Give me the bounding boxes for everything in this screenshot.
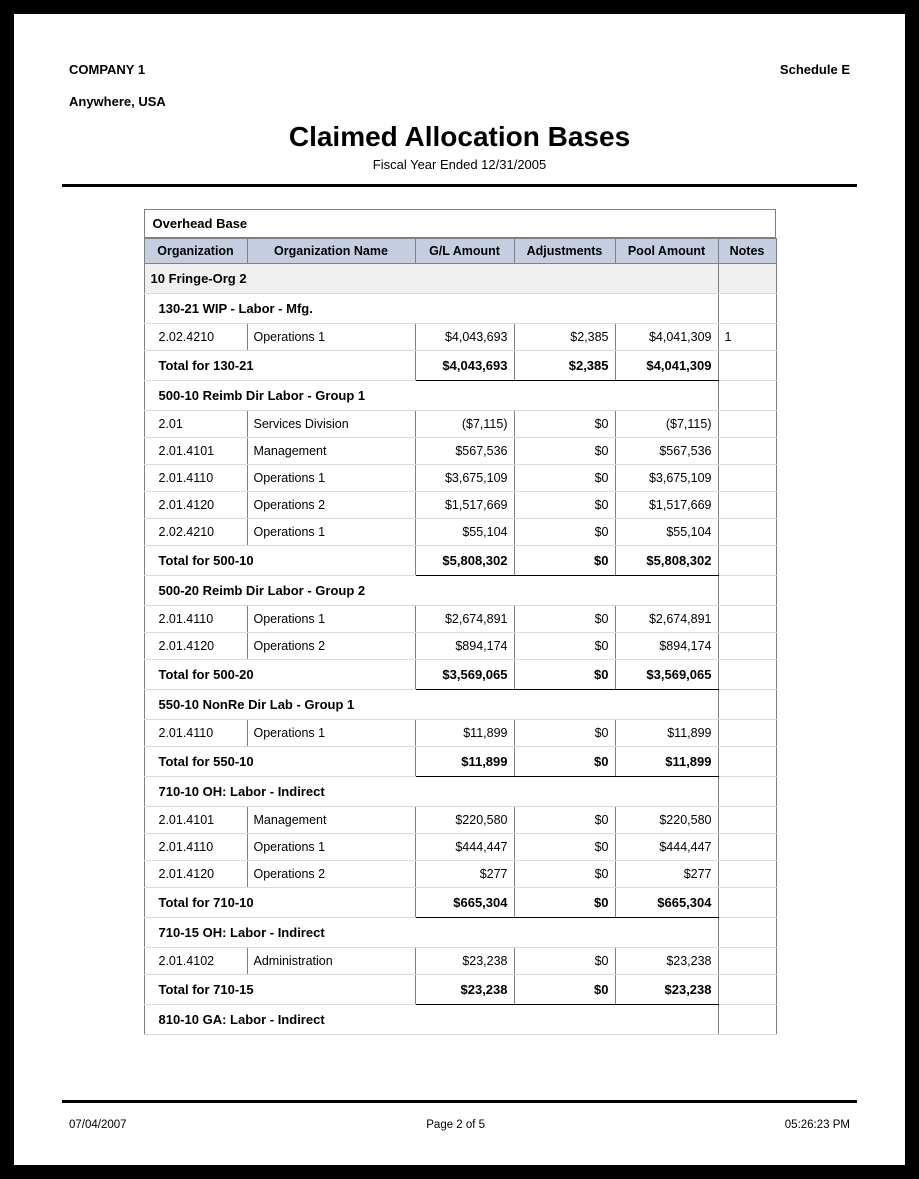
total-adjustments: $0 — [514, 888, 615, 918]
header-divider — [62, 184, 857, 187]
cell-organization: 2.02.4210 — [144, 519, 247, 546]
page-subtitle: Fiscal Year Ended 12/31/2005 — [372, 157, 547, 172]
cell-pool-amount: $220,580 — [615, 807, 718, 834]
table-head — [144, 239, 776, 264]
overhead-base-label: Overhead Base — [144, 209, 776, 238]
cell-pool-amount: $4,041,309 — [615, 324, 718, 351]
cell-gl-amount: $220,580 — [415, 807, 514, 834]
cell-adjustments: $0 — [514, 861, 615, 888]
cell-gl-amount: $444,447 — [415, 834, 514, 861]
column-header-notes: Notes — [718, 239, 776, 264]
company-line — [69, 14, 850, 77]
column-header-organization: Organization — [144, 239, 247, 264]
group-title-row — [144, 294, 776, 324]
cell-notes — [718, 861, 776, 888]
cell-notes — [718, 492, 776, 519]
total-notes — [718, 351, 776, 381]
table-row — [144, 438, 776, 465]
table-row — [144, 834, 776, 861]
cell-organization-name: Operations 1 — [247, 606, 415, 633]
table-row — [144, 948, 776, 975]
total-label: Total for 550-10 — [144, 747, 415, 777]
cell-adjustments: $0 — [514, 438, 615, 465]
total-notes — [718, 975, 776, 1005]
cell-organization-name: Operations 2 — [247, 861, 415, 888]
group-title-row — [144, 381, 776, 411]
total-gl-amount: $3,569,065 — [415, 660, 514, 690]
group-title: 550-10 NonRe Dir Lab - Group 1 — [144, 690, 718, 720]
total-gl-amount: $4,043,693 — [415, 351, 514, 381]
cell-adjustments: $2,385 — [514, 324, 615, 351]
cell-organization: 2.01.4120 — [144, 633, 247, 660]
table-body — [144, 264, 776, 1035]
column-header-pool-amount: Pool Amount — [615, 239, 718, 264]
cell-pool-amount: $11,899 — [615, 720, 718, 747]
group-title-notes — [718, 690, 776, 720]
total-label: Total for 500-10 — [144, 546, 415, 576]
page-footer — [69, 1119, 850, 1131]
cell-gl-amount: $55,104 — [415, 519, 514, 546]
total-pool-amount: $11,899 — [615, 747, 718, 777]
table-row — [144, 861, 776, 888]
report-container — [144, 209, 776, 1035]
column-header-organization-name: Organization Name — [247, 239, 415, 264]
footer-divider — [62, 1100, 857, 1103]
total-adjustments: $0 — [514, 747, 615, 777]
cell-adjustments: $0 — [514, 492, 615, 519]
cell-notes — [718, 948, 776, 975]
footer-page-number: Page 2 of 5 — [426, 1119, 486, 1131]
cell-notes — [718, 633, 776, 660]
total-gl-amount: $665,304 — [415, 888, 514, 918]
table-row — [144, 720, 776, 747]
footer-date: 07/04/2007 — [69, 1119, 127, 1131]
cell-organization-name: Operations 1 — [247, 720, 415, 747]
cell-organization-name: Management — [247, 438, 415, 465]
section-title: 10 Fringe-Org 2 — [144, 264, 718, 294]
cell-pool-amount: ($7,115) — [615, 411, 718, 438]
table-row — [144, 492, 776, 519]
cell-gl-amount: $3,675,109 — [415, 465, 514, 492]
cell-organization: 2.01.4110 — [144, 606, 247, 633]
table-row — [144, 465, 776, 492]
cell-pool-amount: $3,675,109 — [615, 465, 718, 492]
group-title-notes — [718, 777, 776, 807]
cell-notes — [718, 834, 776, 861]
page-header — [14, 14, 905, 172]
cell-adjustments: $0 — [514, 807, 615, 834]
group-title-row — [144, 690, 776, 720]
group-total-row — [144, 546, 776, 576]
group-total-row — [144, 660, 776, 690]
cell-adjustments: $0 — [514, 411, 615, 438]
cell-organization: 2.01.4101 — [144, 438, 247, 465]
cell-adjustments: $0 — [514, 606, 615, 633]
cell-pool-amount: $277 — [615, 861, 718, 888]
group-title-notes — [718, 381, 776, 411]
group-title: 500-20 Reimb Dir Labor - Group 2 — [144, 576, 718, 606]
table-header-row — [144, 239, 776, 264]
allocation-bases-table — [144, 238, 777, 1035]
cell-organization: 2.01.4120 — [144, 492, 247, 519]
cell-gl-amount: $567,536 — [415, 438, 514, 465]
group-total-row — [144, 747, 776, 777]
cell-organization: 2.01.4110 — [144, 834, 247, 861]
cell-organization-name: Services Division — [247, 411, 415, 438]
cell-pool-amount: $1,517,669 — [615, 492, 718, 519]
cell-gl-amount: $277 — [415, 861, 514, 888]
cell-notes — [718, 438, 776, 465]
cell-adjustments: $0 — [514, 519, 615, 546]
total-pool-amount: $3,569,065 — [615, 660, 718, 690]
table-row — [144, 807, 776, 834]
cell-organization-name: Operations 1 — [247, 519, 415, 546]
cell-adjustments: $0 — [514, 948, 615, 975]
group-title-row — [144, 1005, 776, 1035]
section-title-row — [144, 264, 776, 294]
total-adjustments: $0 — [514, 660, 615, 690]
cell-adjustments: $0 — [514, 633, 615, 660]
group-total-row — [144, 888, 776, 918]
footer-time: 05:26:23 PM — [784, 1119, 850, 1131]
group-title: 810-10 GA: Labor - Indirect — [144, 1005, 718, 1035]
total-adjustments: $0 — [514, 975, 615, 1005]
company-location: Anywhere, USA — [69, 94, 166, 109]
group-title: 130-21 WIP - Labor - Mfg. — [144, 294, 718, 324]
cell-pool-amount: $2,674,891 — [615, 606, 718, 633]
total-pool-amount: $5,808,302 — [615, 546, 718, 576]
cell-gl-amount: ($7,115) — [415, 411, 514, 438]
group-title-notes — [718, 1005, 776, 1035]
cell-notes — [718, 606, 776, 633]
report-body — [14, 209, 905, 1035]
cell-gl-amount: $894,174 — [415, 633, 514, 660]
cell-adjustments: $0 — [514, 834, 615, 861]
cell-organization-name: Operations 2 — [247, 633, 415, 660]
cell-notes — [718, 411, 776, 438]
cell-organization: 2.01 — [144, 411, 247, 438]
table-row — [144, 633, 776, 660]
cell-adjustments: $0 — [514, 465, 615, 492]
group-title-row — [144, 777, 776, 807]
cell-pool-amount: $894,174 — [615, 633, 718, 660]
cell-organization: 2.01.4101 — [144, 807, 247, 834]
total-adjustments: $2,385 — [514, 351, 615, 381]
group-title-row — [144, 918, 776, 948]
cell-notes — [718, 720, 776, 747]
schedule-label: Schedule E — [779, 62, 850, 77]
total-adjustments: $0 — [514, 546, 615, 576]
total-gl-amount: $11,899 — [415, 747, 514, 777]
cell-organization: 2.01.4110 — [144, 720, 247, 747]
cell-gl-amount: $1,517,669 — [415, 492, 514, 519]
cell-gl-amount: $11,899 — [415, 720, 514, 747]
total-notes — [718, 888, 776, 918]
cell-pool-amount: $444,447 — [615, 834, 718, 861]
group-title-notes — [718, 918, 776, 948]
group-title: 500-10 Reimb Dir Labor - Group 1 — [144, 381, 718, 411]
total-label: Total for 130-21 — [144, 351, 415, 381]
cell-notes — [718, 807, 776, 834]
total-pool-amount: $23,238 — [615, 975, 718, 1005]
cell-pool-amount: $23,238 — [615, 948, 718, 975]
table-row — [144, 324, 776, 351]
group-title-notes — [718, 576, 776, 606]
cell-organization: 2.02.4210 — [144, 324, 247, 351]
cell-organization: 2.01.4110 — [144, 465, 247, 492]
report-page — [14, 14, 905, 1165]
page-title: Claimed Allocation Bases — [288, 121, 631, 152]
total-pool-amount: $665,304 — [615, 888, 718, 918]
group-total-row — [144, 351, 776, 381]
cell-gl-amount: $4,043,693 — [415, 324, 514, 351]
cell-organization: 2.01.4102 — [144, 948, 247, 975]
total-gl-amount: $5,808,302 — [415, 546, 514, 576]
total-pool-amount: $4,041,309 — [615, 351, 718, 381]
group-title-row — [144, 576, 776, 606]
table-row — [144, 519, 776, 546]
column-header-adjustments: Adjustments — [514, 239, 615, 264]
cell-gl-amount: $2,674,891 — [415, 606, 514, 633]
table-row — [144, 411, 776, 438]
total-label: Total for 500-20 — [144, 660, 415, 690]
cell-gl-amount: $23,238 — [415, 948, 514, 975]
cell-organization-name: Operations 1 — [247, 834, 415, 861]
group-total-row — [144, 975, 776, 1005]
cell-organization-name: Operations 1 — [247, 465, 415, 492]
company-name: COMPANY 1 — [69, 62, 146, 77]
cell-organization-name: Operations 2 — [247, 492, 415, 519]
cell-organization-name: Operations 1 — [247, 324, 415, 351]
section-title-notes — [718, 264, 776, 294]
cell-pool-amount: $567,536 — [615, 438, 718, 465]
table-row — [144, 606, 776, 633]
total-gl-amount: $23,238 — [415, 975, 514, 1005]
group-title: 710-15 OH: Labor - Indirect — [144, 918, 718, 948]
cell-notes — [718, 465, 776, 492]
cell-notes: 1 — [718, 324, 776, 351]
cell-adjustments: $0 — [514, 720, 615, 747]
cell-pool-amount: $55,104 — [615, 519, 718, 546]
group-title-notes — [718, 294, 776, 324]
total-notes — [718, 546, 776, 576]
column-header-gl-amount: G/L Amount — [415, 239, 514, 264]
total-label: Total for 710-10 — [144, 888, 415, 918]
group-title: 710-10 OH: Labor - Indirect — [144, 777, 718, 807]
cell-organization: 2.01.4120 — [144, 861, 247, 888]
total-label: Total for 710-15 — [144, 975, 415, 1005]
cell-notes — [718, 519, 776, 546]
total-notes — [718, 660, 776, 690]
total-notes — [718, 747, 776, 777]
cell-organization-name: Administration — [247, 948, 415, 975]
cell-organization-name: Management — [247, 807, 415, 834]
